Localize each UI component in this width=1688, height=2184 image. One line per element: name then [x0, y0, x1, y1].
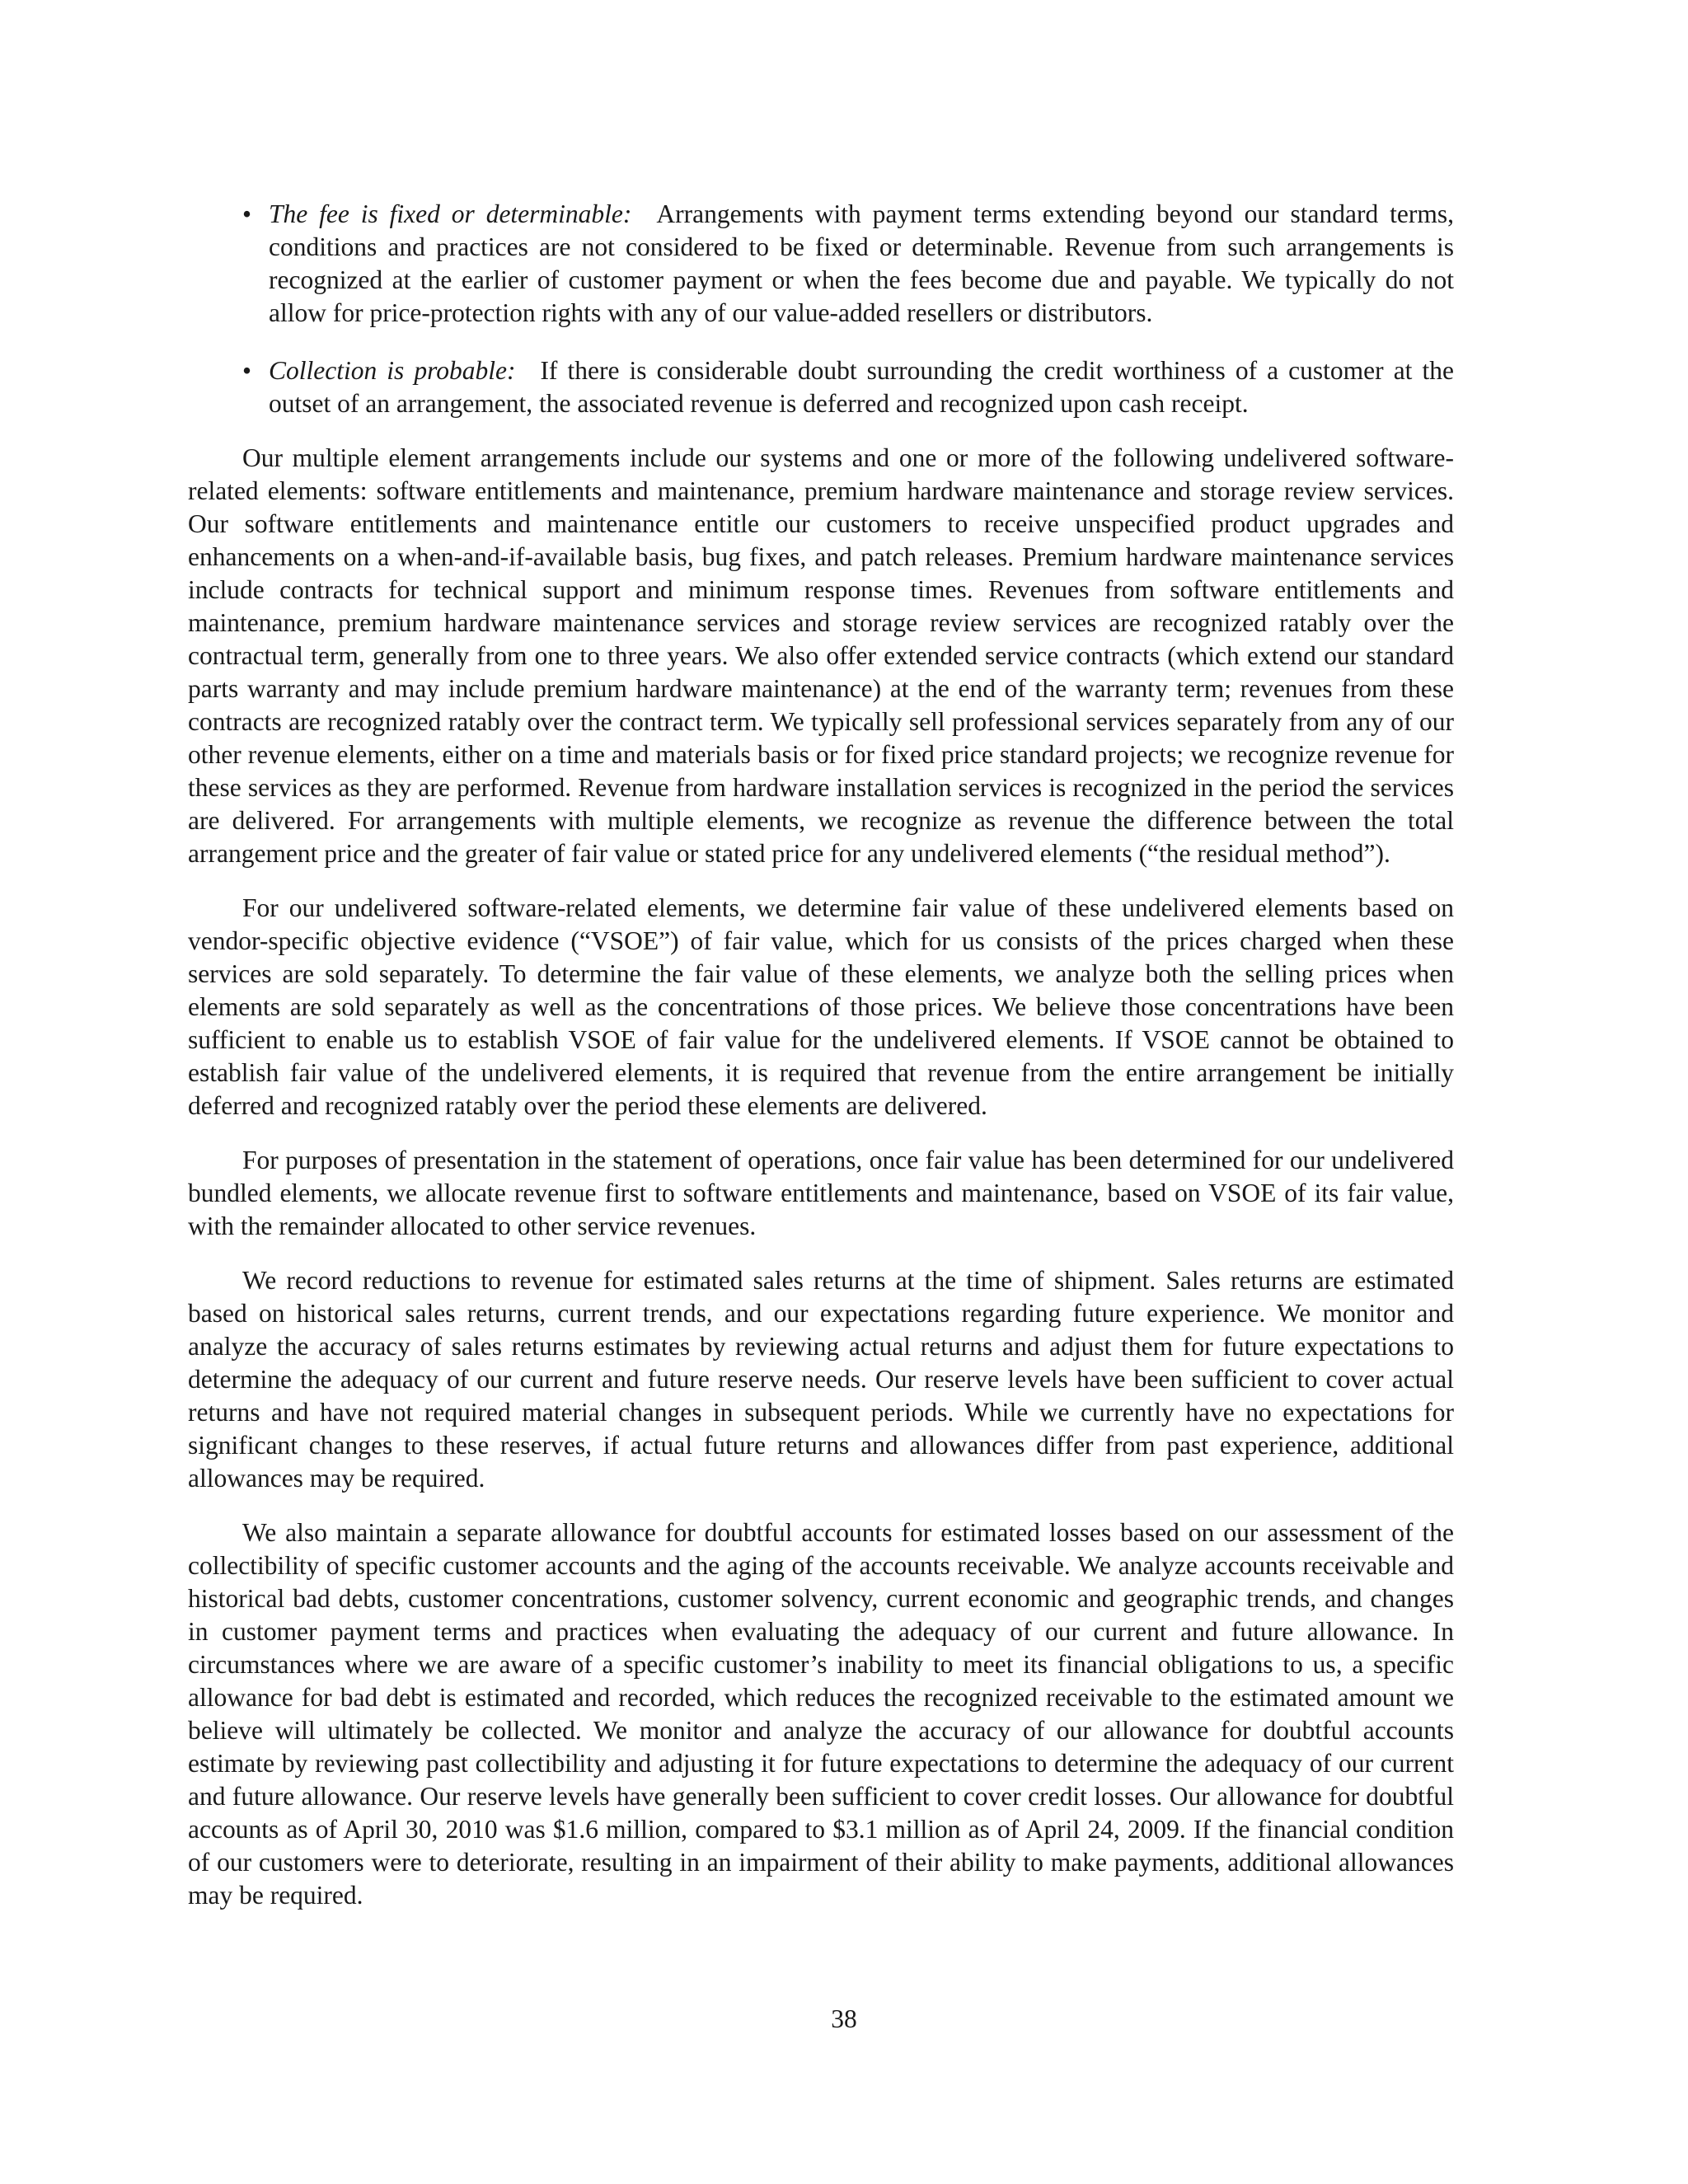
bullet-text: If there is considerable doubt surrounding the credit worthiness of a customer at the outset of an arrangement, the associated revenue is deferred and recognized upon cash receipt.	[269, 356, 1454, 418]
list-item	[188, 198, 1454, 330]
paragraph-multiple-element-arrangements: Our multiple element arrangements include our systems and one or more of the following undelivered software-related elements: software entitlements and maintenance, premium hardware maintenance and storage review services. Our software entitlements and maintenance entitle our customers to receive unspecified product upgrades and enhancements on a when-and-if-available basis, bug fixes, and patch releases. Premium hardware maintenance services include contracts for technical support and minimum response times. Revenues from software entitlements and maintenance, premium hardware maintenance services and storage review services are recognized ratably over the contractual term, generally from one to three years. We also offer extended service contracts (which extend our standard parts warranty and may include premium hardware maintenance) at the end of the warranty term; revenues from these contracts are recognized ratably over the contract term. We typically sell professional services separately from any of our other revenue elements, either on a time and materials basis or for fixed price standard projects; we recognize revenue for these services as they are performed. Revenue from hardware installation services is recognized in the period the services are delivered. For arrangements with multiple elements, we recognize as revenue the difference between the total arrangement price and the greater of fair value or stated price for any undelivered elements (“the residual method”).	[188, 443, 1454, 868]
paragraph-vsoe: For our undelivered software-related elements, we determine fair value of these undelivered elements based on vendor-specific objective evidence (“VSOE”) of fair value, which for us consists of the prices charged when these services are sold separately. To determine the fair value of these elements, we analyze both the selling prices when elements are sold separately as well as the concentrations of those prices. We believe those concentrations have been sufficient to enable us to establish VSOE of fair value for the undelivered elements. If VSOE cannot be obtained to establish fair value of the undelivered elements, it is required that revenue from the entire arrangement be initially deferred and recognized ratably over the period these elements are delivered.	[188, 893, 1454, 1120]
bullet-icon: •	[242, 356, 252, 385]
bullet-term: Collection is probable:	[269, 356, 516, 385]
criteria-list	[188, 198, 1454, 420]
list-item	[188, 354, 1454, 420]
paragraph-doubtful-accounts: We also maintain a separate allowance for doubtful accounts for estimated losses based on our assessment of the collectibility of specific customer accounts and the aging of the accounts receivable. We analyze accounts receivable and historical bad debts, customer concentrations, customer solvency, current economic and geographic trends, and changes in customer payment terms and practices when evaluating the adequacy of our current and future allowance. In circumstances where we are aware of a specific customer’s inability to meet its financial obligations to us, a specific allowance for bad debt is estimated and recorded, which reduces the recognized receivable to the estimated amount we believe will ultimately be collected. We monitor and analyze the accuracy of our allowance for doubtful accounts estimate by reviewing past collectibility and adjusting it for future expectations to determine the adequacy of our current and future allowance. Our reserve levels have generally been sufficient to cover credit losses. Our allowance for doubtful accounts as of April 30, 2010 was $1.6 million, compared to $3.1 million as of April 24, 2009. If the financial condition of our customers were to deteriorate, resulting in an impairment of their ability to make payments, additional allowances may be required.	[188, 1518, 1454, 1910]
bullet-term: The fee is fixed or determinable:	[269, 199, 632, 228]
paragraph-presentation: For purposes of presentation in the statement of operations, once fair value has been determined for our undelivered bundled elements, we allocate revenue first to software entitlements and maintenance, based on VSOE of its fair value, with the remainder allocated to other service revenues.	[188, 1146, 1454, 1240]
page-number: 38	[831, 2004, 857, 2033]
bullet-text: Arrangements with payment terms extending beyond our standard terms, conditions and practices are not considered to be fixed or determinable. Revenue from such arrangements is recognized at the earlier of customer payment or when the fees become due and payable. We typically do not allow for price-protection rights with any of our value-added resellers or distributors.	[269, 199, 1454, 327]
paragraph-sales-returns: We record reductions to revenue for estimated sales returns at the time of shipment. Sales returns are estimated based on historical sales returns, current trends, and our expectations regarding future experience. We monitor and analyze the accuracy of sales returns estimates by reviewing actual returns and adjust them for future expectations to determine the adequacy of our current and future reserve needs. Our reserve levels have been sufficient to cover actual returns and have not required material changes in subsequent periods. While we currently have no expectations for significant changes to these reserves, if actual future returns and allowances differ from past experience, additional allowances may be required.	[188, 1266, 1454, 1493]
bullet-icon: •	[242, 199, 252, 228]
document-body	[188, 198, 1454, 1933]
